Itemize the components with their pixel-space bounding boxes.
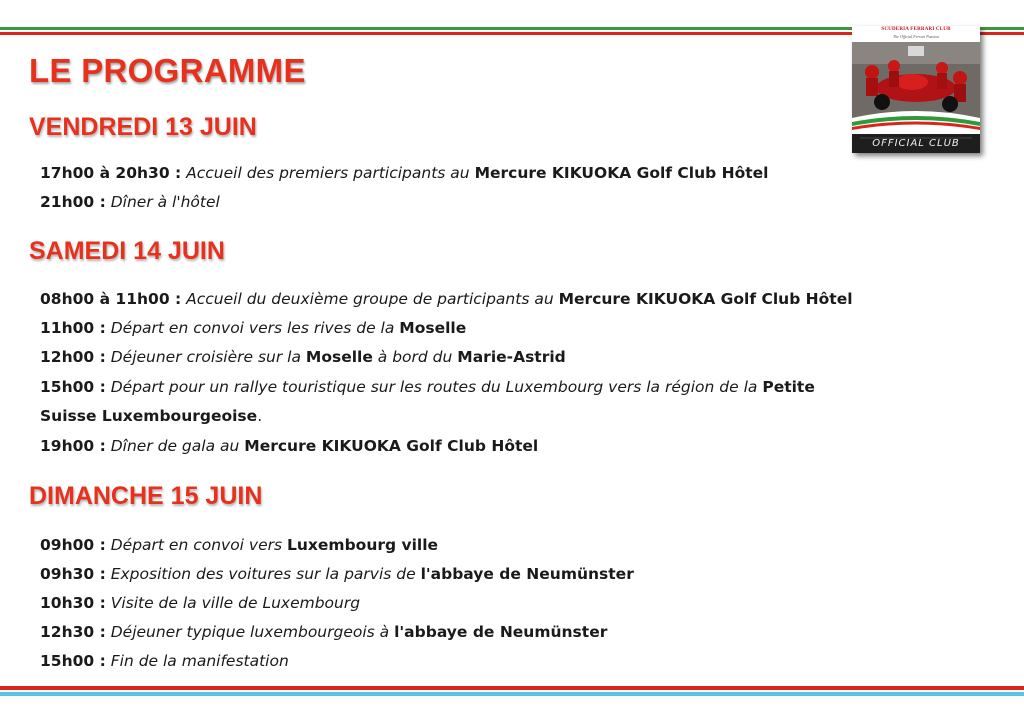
page-title: LE PROGRAMME (29, 52, 306, 89)
item-description: Déjeuner croisière sur la (110, 348, 301, 366)
badge-official-club: OFFICIAL CLUB (872, 138, 960, 149)
badge-club-name: SCUDERIA FERRARI CLUB (852, 26, 980, 42)
item-description: Départ en convoi vers (110, 536, 283, 554)
item-time: 09h30 : (40, 565, 106, 583)
item-description: Accueil des premiers participants au (186, 164, 470, 182)
item-time: 12h30 : (40, 623, 106, 641)
schedule-item (40, 622, 607, 642)
schedule-item (40, 347, 566, 367)
item-description: Dîner de gala au (110, 437, 240, 455)
item-description: Fin de la manifestation (110, 652, 289, 670)
item-description: Déjeuner typique luxembourgeois à (110, 623, 390, 641)
item-period: . (257, 407, 263, 425)
schedule-item (40, 318, 466, 338)
schedule-item (40, 163, 769, 183)
item-place: Moselle (305, 348, 373, 366)
schedule-item-continuation (40, 406, 262, 426)
item-description-2: à bord du (377, 348, 453, 366)
item-description: Exposition des voitures sur la parvis de (110, 565, 416, 583)
item-place: Petite (762, 378, 815, 396)
item-time: 15h00 : (40, 378, 106, 396)
item-place: l'abbaye de Neumünster (420, 565, 634, 583)
item-time: 10h30 : (40, 594, 106, 612)
item-place: Mercure KIKUOKA Golf Club Hôtel (558, 290, 853, 308)
item-description: Dîner à l'hôtel (110, 193, 220, 211)
item-place: Luxembourg ville (287, 536, 439, 554)
item-description: Départ pour un rallye touristique sur les routes du Luxembourg vers la région de la (110, 378, 758, 396)
day-heading-vendredi: VENDREDI 13 JUIN (29, 113, 257, 141)
item-place: Mercure KIKUOKA Golf Club Hôtel (474, 164, 769, 182)
item-time: 12h00 : (40, 348, 106, 366)
ferrari-club-badge (852, 26, 980, 153)
day-heading-samedi: SAMEDI 14 JUIN (29, 237, 225, 265)
schedule-item (40, 564, 634, 584)
schedule-item (40, 377, 815, 397)
item-description: Visite de la ville de Luxembourg (110, 594, 361, 612)
schedule-item (40, 192, 220, 212)
item-description: Accueil du deuxième groupe de participants au (186, 290, 554, 308)
item-place: Mercure KIKUOKA Golf Club Hôtel (244, 437, 539, 455)
schedule-item (40, 651, 289, 671)
item-time: 11h00 : (40, 319, 106, 337)
schedule-item (40, 436, 538, 456)
item-place: l'abbaye de Neumünster (394, 623, 608, 641)
day-heading-dimanche: DIMANCHE 15 JUIN (29, 482, 263, 510)
schedule-item (40, 289, 853, 309)
item-place: Moselle (399, 319, 467, 337)
item-place-2: Marie-Astrid (457, 348, 566, 366)
item-time: 15h00 : (40, 652, 106, 670)
schedule-item (40, 593, 360, 613)
item-time: 09h00 : (40, 536, 106, 554)
item-time: 17h00 à 20h30 : (40, 164, 182, 182)
item-time: 21h00 : (40, 193, 106, 211)
badge-subheader: The Official Ferrari Passion (893, 34, 939, 39)
item-time: 08h00 à 11h00 : (40, 290, 182, 308)
schedule-item (40, 535, 438, 555)
item-place-continued: Suisse Luxembourgeoise (40, 407, 258, 425)
bottom-stripe-blue (0, 692, 1024, 696)
item-time: 19h00 : (40, 437, 106, 455)
item-description: Départ en convoi vers les rives de la (110, 319, 395, 337)
